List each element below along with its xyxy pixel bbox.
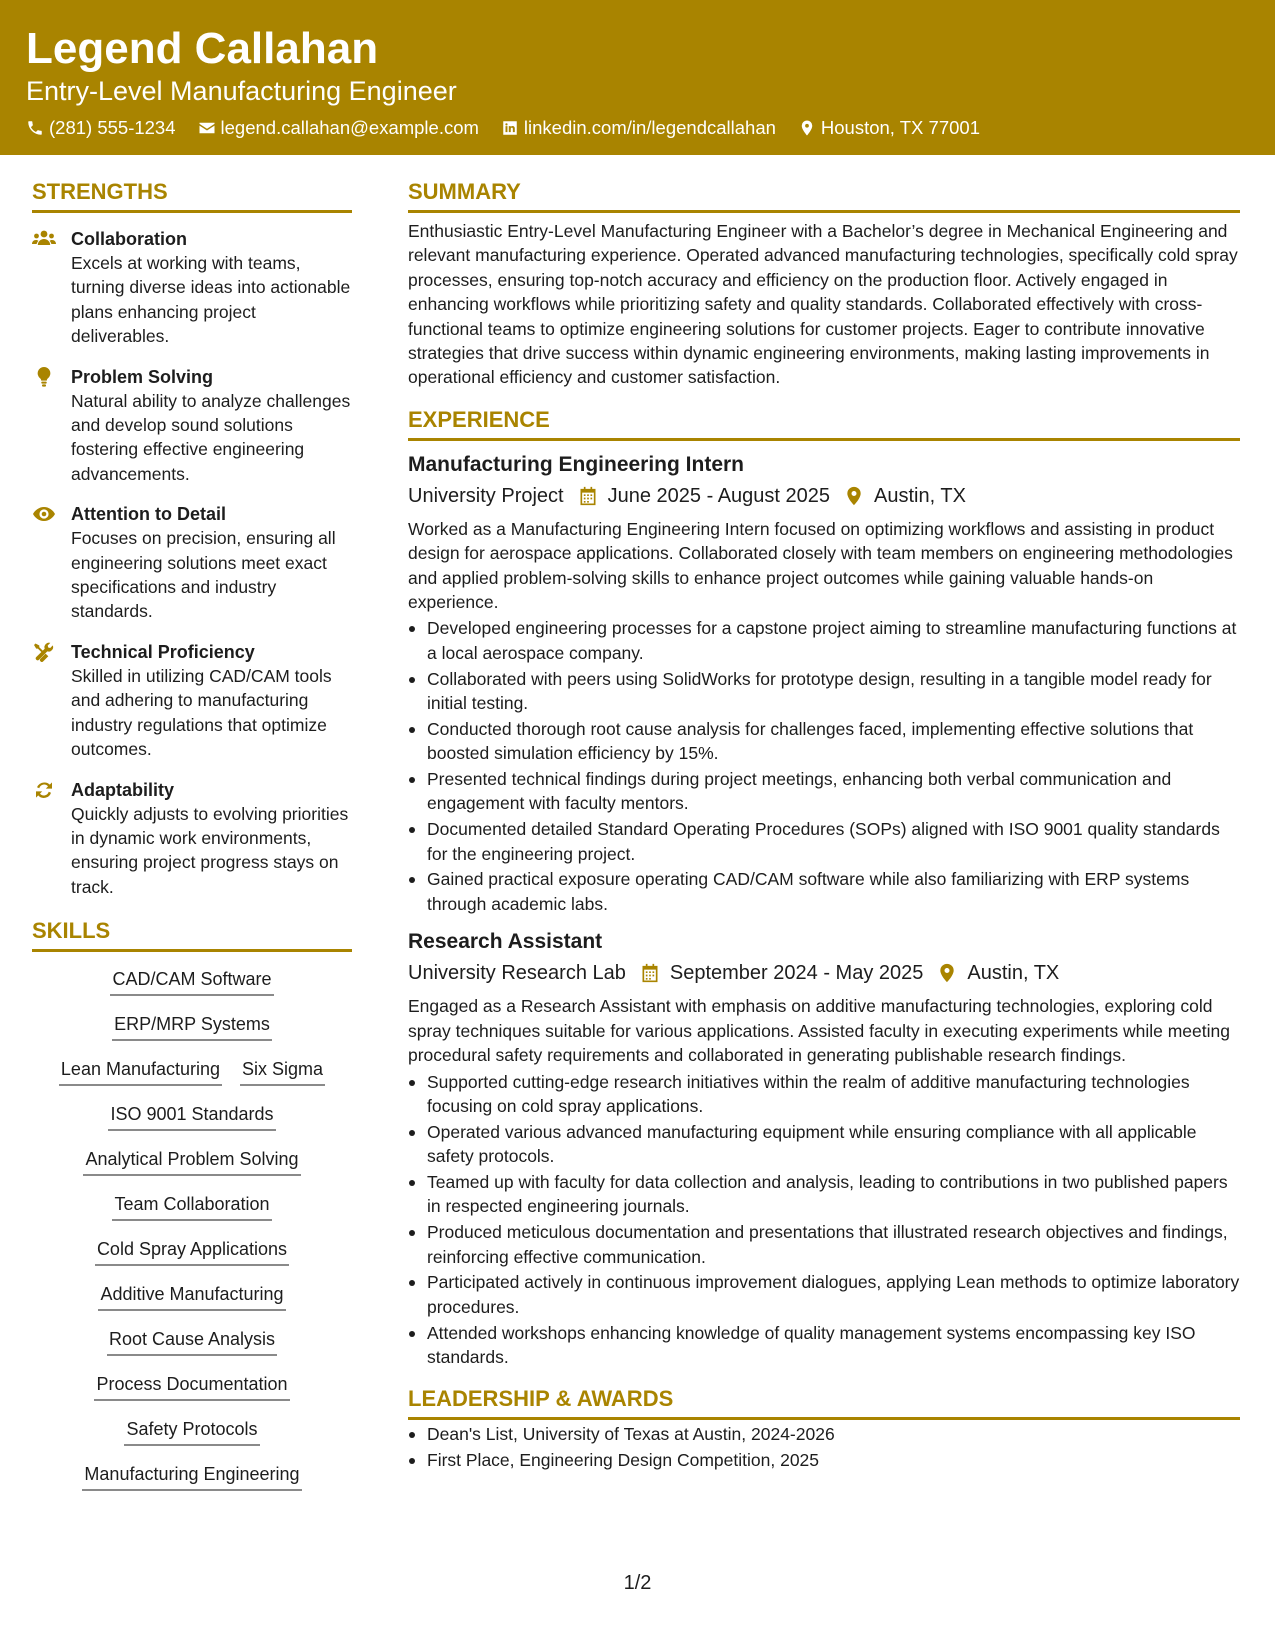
skills-heading: SKILLS: [32, 917, 352, 952]
list-item: Produced meticulous documentation and presentations that illustrated research objectives and findings, reinforcing effective communication.: [408, 1220, 1240, 1269]
strengths-heading: STRENGTHS: [32, 178, 352, 213]
lightbulb-icon: [32, 367, 56, 387]
skill-tag: Root Cause Analysis: [107, 1326, 277, 1356]
page-number: 1/2: [623, 1572, 652, 1594]
job-description: Worked as a Manufacturing Engineering Intern focused on optimizing workflows and assisting in product design for aerospace applications. Collaborated closely with team members on engineering methodologies and applied problem-solving skills to enhance project outcomes while gaining valuable hands-on experience.: [408, 518, 1233, 613]
awards-list: [408, 1422, 1240, 1472]
job-organization: University Research Lab: [408, 962, 626, 985]
email-text[interactable]: legend.callahan@example.com: [220, 117, 479, 138]
strength-title: Adaptability: [71, 779, 175, 800]
strength-item: [32, 365, 352, 487]
experience-heading: EXPERIENCE: [408, 406, 1240, 441]
job-organization: University Project: [408, 484, 564, 507]
envelope-icon: [198, 119, 216, 137]
skill-row: [32, 1056, 352, 1101]
skill-tag: ERP/MRP Systems: [112, 1011, 272, 1041]
job-location: Austin, TX: [874, 484, 966, 507]
skill-row: [32, 1371, 352, 1416]
skill-tag: Team Collaboration: [112, 1191, 271, 1221]
list-item: Attended workshops enhancing knowledge of quality management systems encompassing key ISO standards.: [408, 1321, 1240, 1370]
job-title: Manufacturing Engineering Intern: [408, 452, 745, 476]
skills-list: [32, 966, 352, 1506]
tools-icon: [32, 642, 56, 662]
skill-row: [32, 1146, 352, 1191]
map-pin-icon: [844, 486, 864, 506]
right-column: [408, 178, 1240, 1474]
job-location: Austin, TX: [967, 962, 1060, 985]
map-pin-icon: [937, 963, 957, 983]
skill-tag: CAD/CAM Software: [110, 966, 273, 996]
job-entry: [408, 928, 1240, 1369]
candidate-name: Legend Callahan: [26, 24, 379, 73]
job-dates: June 2025 - August 2025: [607, 484, 831, 507]
list-item: Participated actively in continuous improvement dialogues, applying Lean methods to optimize laboratory procedures.: [408, 1270, 1240, 1319]
strength-item: [32, 502, 352, 624]
skill-tag: Process Documentation: [94, 1371, 289, 1401]
list-item: Developed engineering processes for a capstone project aiming to streamline manufacturing functions at a local aerospace company.: [408, 616, 1240, 665]
strength-description: Excels at working with teams, turning diverse ideas into actionable plans enhancing project deliverables.: [71, 253, 351, 347]
skill-row: [32, 1281, 352, 1326]
skill-row: [32, 1191, 352, 1236]
strength-item: [32, 640, 352, 762]
skill-row: [32, 1326, 352, 1371]
skill-row: [32, 1236, 352, 1281]
phone-text: (281) 555-1234: [49, 117, 176, 138]
contact-email[interactable]: [198, 114, 479, 142]
skill-tag: Lean Manufacturing: [59, 1056, 222, 1086]
skill-row: [32, 1101, 352, 1146]
skill-tag: Six Sigma: [240, 1056, 325, 1086]
skill-tag: ISO 9001 Standards: [108, 1101, 275, 1131]
list-item: Gained practical exposure operating CAD/CAM software while also familiarizing with ERP systems through academic labs.: [408, 867, 1240, 916]
skill-row: [32, 1416, 352, 1461]
list-item: Supported cutting-edge research initiatives within the realm of additive manufacturing technologies focusing on cold spray applications.: [408, 1070, 1240, 1119]
skill-tag: Safety Protocols: [124, 1416, 259, 1446]
strength-description: Skilled in utilizing CAD/CAM tools and adhering to manufacturing industry regulations that optimize outcomes.: [71, 665, 332, 760]
summary-heading: SUMMARY: [408, 178, 1240, 213]
list-item: Conducted thorough root cause analysis for challenges faced, implementing effective solutions that boosted simulation efficiency by 15%.: [408, 717, 1240, 766]
location-text: Houston, TX 77001: [820, 117, 980, 138]
strengths-list: [32, 227, 352, 899]
contact-phone: [26, 114, 176, 142]
list-item: Presented technical findings during project meetings, enhancing both verbal communication and engagement with faculty mentors.: [408, 767, 1240, 816]
strength-title: Collaboration: [71, 229, 187, 249]
eye-icon: [32, 504, 56, 524]
list-item: Documented detailed Standard Operating Procedures (SOPs) aligned with ISO 9001 quality standards for the engineering project.: [408, 817, 1240, 866]
skill-tag: Analytical Problem Solving: [83, 1146, 300, 1176]
skill-tag: Additive Manufacturing: [98, 1281, 285, 1311]
strength-description: Natural ability to analyze challenges and develop sound solutions fostering effective engineering advancements.: [71, 390, 351, 484]
job-dates: September 2024 - May 2025: [669, 962, 924, 985]
summary-text: Enthusiastic Entry-Level Manufacturing Engineer with a Bachelor’s degree in Mechanical Engineering and relevant manufacturing experience. Operated advanced manufacturing technologies, specifically cold spray processes, ensuring top-notch accuracy and efficiency on the production floor. Actively engaged in enhancing workflows while prioritizing safety and quality standards. Collaborated effectively with cross-functional teams to optimize engineering solutions for customer projects. Eager to contribute innovative strategies that drive success within dynamic engineering environments, making lasting improvements in operational efficiency and customer satisfaction.: [408, 221, 1238, 388]
sync-icon: [32, 780, 56, 800]
calendar-icon: [578, 486, 598, 506]
linkedin-icon: [501, 119, 519, 137]
map-pin-icon: [798, 119, 816, 137]
strength-title: Problem Solving: [71, 366, 214, 387]
job-bullets: [408, 616, 1240, 916]
calendar-icon: [640, 963, 660, 983]
list-item: First Place, Engineering Design Competition, 2025: [408, 1448, 1240, 1472]
skill-tag: Cold Spray Applications: [95, 1236, 289, 1266]
skill-row: [32, 1011, 352, 1056]
users-icon: [32, 229, 56, 249]
job-bullets: [408, 1070, 1240, 1370]
strength-item: [32, 778, 352, 900]
job-title: Research Assistant: [408, 930, 603, 954]
job-description: Engaged as a Research Assistant with emphasis on additive manufacturing technologies, exploring cold spray techniques suitable for various applications. Assisted faculty in executing experiments while meeting procedural safety requirements and collaborated in generating publishable research findings.: [408, 996, 1230, 1066]
strength-title: Attention to Detail: [71, 504, 226, 525]
skill-row: [32, 1461, 352, 1506]
awards-heading: LEADERSHIP & AWARDS: [408, 1385, 1240, 1420]
list-item: Dean's List, University of Texas at Austin, 2024-2026: [408, 1422, 1240, 1446]
contact-location: [798, 114, 980, 142]
list-item: Operated various advanced manufacturing equipment while ensuring compliance with all applicable safety protocols.: [408, 1120, 1240, 1169]
candidate-title: Entry-Level Manufacturing Engineer: [26, 76, 457, 106]
list-item: Collaborated with peers using SolidWorks for prototype design, resulting in a tangible model ready for initial testing.: [408, 667, 1240, 716]
job-meta: [408, 481, 1240, 511]
contact-linkedin[interactable]: [501, 114, 776, 142]
contact-bar: [26, 114, 980, 142]
job-entry: [408, 451, 1240, 916]
linkedin-text[interactable]: linkedin.com/in/legendcallahan: [523, 117, 776, 138]
job-meta: [408, 958, 1240, 988]
strength-description: Quickly adjusts to evolving priorities in dynamic work environments, ensuring project progress stays on track.: [71, 803, 349, 897]
left-column: [32, 178, 352, 1506]
strength-item: [32, 227, 352, 349]
strength-title: Technical Proficiency: [71, 641, 255, 662]
phone-icon: [26, 119, 44, 137]
skill-tag: Manufacturing Engineering: [82, 1461, 301, 1491]
strength-description: Focuses on precision, ensuring all engineering solutions meet exact specifications and industry standards.: [71, 528, 336, 622]
skill-row: [32, 966, 352, 1011]
list-item: Teamed up with faculty for data collection and analysis, leading to contributions in two published papers in respected engineering journals.: [408, 1170, 1240, 1219]
resume-header: [0, 0, 1275, 155]
